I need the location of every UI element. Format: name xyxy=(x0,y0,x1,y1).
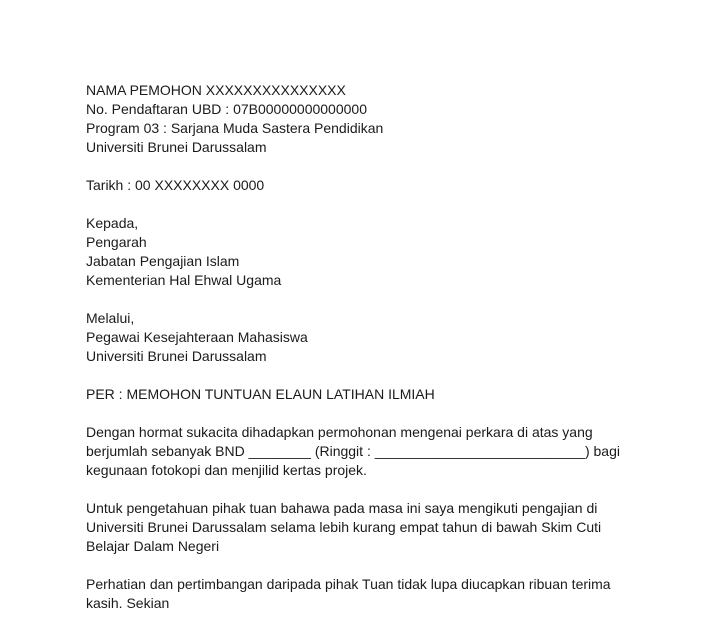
date-block xyxy=(86,176,686,195)
body-paragraph-2 xyxy=(86,499,686,556)
via-university: Universiti Brunei Darussalam xyxy=(86,348,267,364)
sender-university: Universiti Brunei Darussalam xyxy=(86,139,267,155)
paragraph-3-line: Perhatian dan pertimbangan daripada pihak Tuan tidak lupa diucapkan ribuan terima xyxy=(86,576,611,592)
sender-program: Program 03 : Sarjana Muda Sastera Pendidikan xyxy=(86,120,384,136)
sender-registration: No. Pendaftaran UBD : 07B00000000000000 xyxy=(86,101,367,117)
subject-block xyxy=(86,385,686,404)
recipient-salutation: Kepada, xyxy=(86,215,139,231)
via-block xyxy=(86,309,686,366)
paragraph-2-line: Untuk pengetahuan pihak tuan bahawa pada masa ini saya mengikuti pengajian di xyxy=(86,500,598,516)
via-label: Melalui, xyxy=(86,310,135,326)
paragraph-2-line: Belajar Dalam Negeri xyxy=(86,538,220,554)
paragraph-2-line: Universiti Brunei Darussalam selama lebih kurang empat tahun di bawah Skim Cuti xyxy=(86,519,602,535)
body-paragraph-1 xyxy=(86,423,686,480)
recipient-ministry: Kementerian Hal Ehwal Ugama xyxy=(86,272,282,288)
paragraph-1-line: berjumlah sebanyak BND ________ (Ringgit : ___________________________) bagi xyxy=(86,443,620,459)
paragraph-1-line: Dengan hormat sukacita dihadapkan permohonan mengenai perkara di atas yang xyxy=(86,424,593,440)
recipient-title: Pengarah xyxy=(86,234,147,250)
paragraph-3-line: kasih. Sekian xyxy=(86,595,170,611)
paragraph-1-line: kegunaan fotokopi dan menjilid kertas projek. xyxy=(86,462,367,478)
recipient-department: Jabatan Pengajian Islam xyxy=(86,253,240,269)
letter-subject: PER : MEMOHON TUNTUAN ELAUN LATIHAN ILMIAH xyxy=(86,386,435,402)
letter-date: Tarikh : 00 XXXXXXXX 0000 xyxy=(86,177,265,193)
letter-body xyxy=(86,81,686,632)
sender-block xyxy=(86,81,686,157)
sender-name: NAMA PEMOHON XXXXXXXXXXXXXXX xyxy=(86,82,346,98)
via-officer: Pegawai Kesejahteraan Mahasiswa xyxy=(86,329,308,345)
body-paragraph-3 xyxy=(86,575,686,613)
recipient-block xyxy=(86,214,686,290)
